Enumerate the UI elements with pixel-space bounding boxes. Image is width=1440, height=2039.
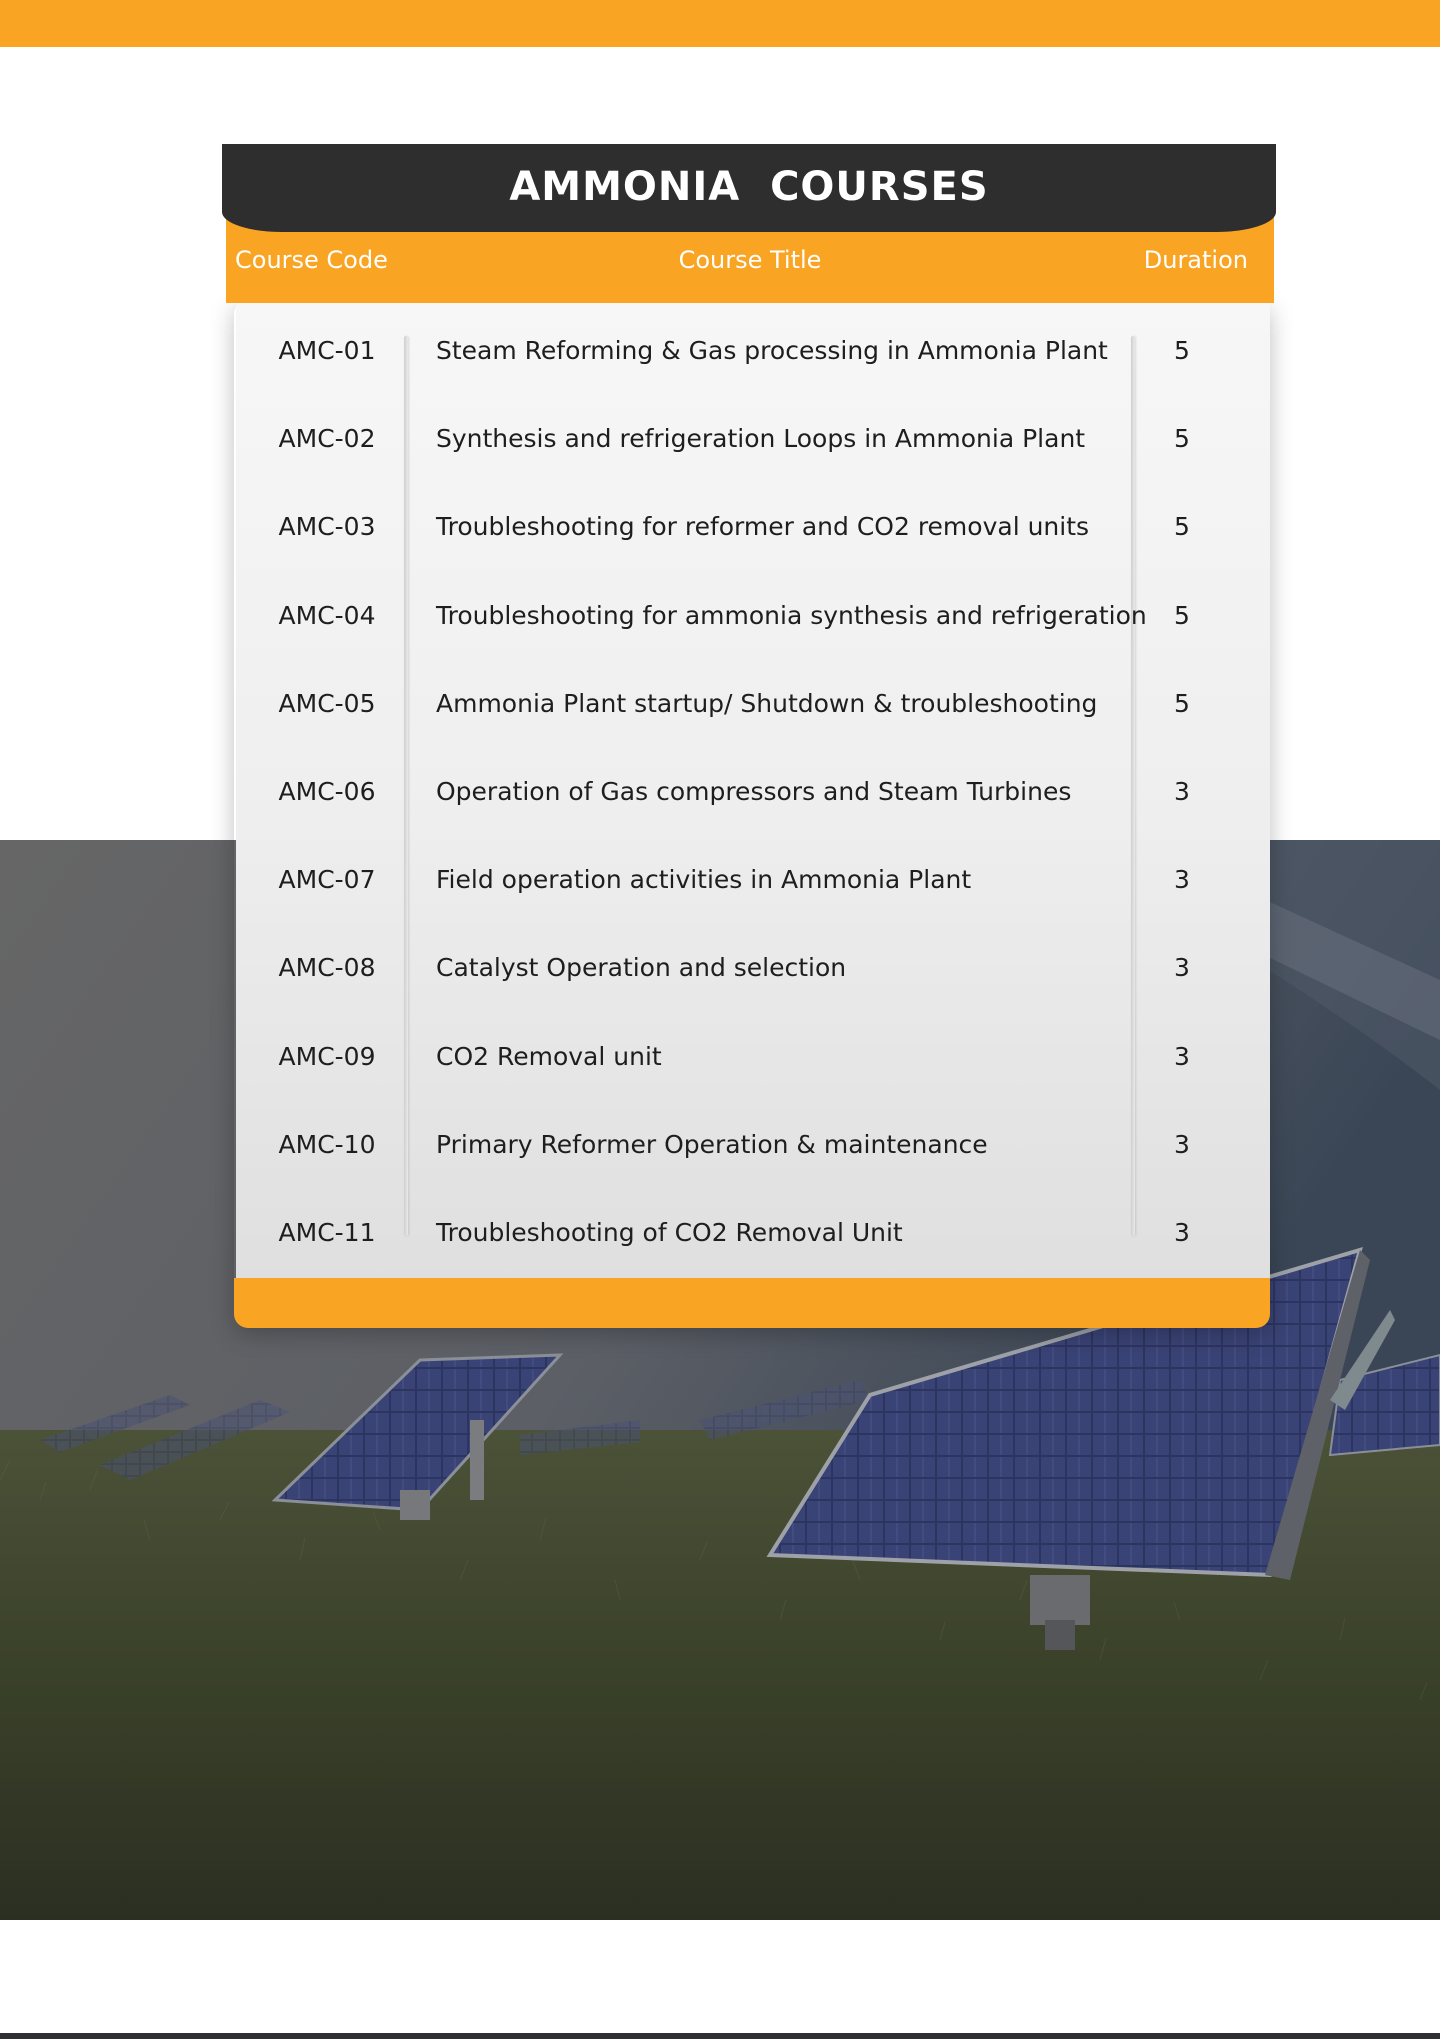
course-duration: 3 xyxy=(1174,776,1190,806)
course-title: Primary Reformer Operation & maintenance xyxy=(436,1129,988,1159)
course-title: Ammonia Plant startup/ Shutdown & troubleshooting xyxy=(436,688,1098,718)
course-title: Field operation activities in Ammonia Plant xyxy=(436,865,972,895)
course-code: AMC-11 xyxy=(278,1217,376,1247)
course-duration: 3 xyxy=(1174,953,1190,983)
course-duration: 3 xyxy=(1174,1217,1190,1247)
course-code: AMC-03 xyxy=(278,512,376,542)
header-duration: Duration xyxy=(1143,246,1248,274)
course-duration: 5 xyxy=(1174,600,1190,630)
table-row xyxy=(236,1009,1270,1097)
course-code: AMC-08 xyxy=(278,953,376,983)
table-row xyxy=(236,656,1270,744)
course-title: Troubleshooting for ammonia synthesis and refrigeration xyxy=(436,600,1147,630)
course-code: AMC-04 xyxy=(278,600,376,630)
table-row xyxy=(236,920,1270,1008)
course-title: Operation of Gas compressors and Steam Turbines xyxy=(436,776,1072,806)
page-title: AMMONIA COURSES xyxy=(509,164,989,210)
table-row xyxy=(236,568,1270,656)
course-duration: 3 xyxy=(1174,865,1190,895)
header-course-code: Course Code xyxy=(235,246,388,274)
table-footer-bar xyxy=(234,1278,1270,1328)
course-title: Steam Reforming & Gas processing in Ammonia Plant xyxy=(436,336,1108,365)
course-code: AMC-05 xyxy=(278,688,376,718)
title-banner xyxy=(222,144,1276,232)
course-code: AMC-06 xyxy=(278,776,376,806)
top-accent-bar xyxy=(0,0,1440,47)
course-title: Catalyst Operation and selection xyxy=(436,953,847,983)
course-code: AMC-02 xyxy=(278,424,376,454)
course-title: Synthesis and refrigeration Loops in Ammonia Plant xyxy=(436,424,1086,454)
course-duration: 3 xyxy=(1174,1041,1190,1071)
table-row xyxy=(236,303,1270,391)
table-row xyxy=(236,832,1270,920)
bottom-border-line xyxy=(0,2033,1440,2039)
course-title: Troubleshooting of CO2 Removal Unit xyxy=(436,1217,903,1247)
course-title: Troubleshooting for reformer and CO2 removal units xyxy=(436,512,1090,542)
course-duration: 5 xyxy=(1174,424,1190,454)
course-duration: 3 xyxy=(1174,1129,1190,1159)
course-title: CO2 Removal unit xyxy=(436,1041,662,1071)
course-duration: 5 xyxy=(1174,336,1190,365)
course-code: AMC-01 xyxy=(278,336,376,365)
course-code: AMC-10 xyxy=(278,1129,376,1159)
table-row xyxy=(236,1097,1270,1185)
course-code: AMC-09 xyxy=(278,1041,376,1071)
course-duration: 5 xyxy=(1174,512,1190,542)
header-course-title: Course Title xyxy=(678,246,822,274)
course-code: AMC-07 xyxy=(278,865,376,895)
table-row xyxy=(236,1185,1270,1273)
table-body xyxy=(236,303,1270,1273)
table-row xyxy=(236,391,1270,479)
course-duration: 5 xyxy=(1174,688,1190,718)
table-row xyxy=(236,479,1270,567)
table-row xyxy=(236,744,1270,832)
